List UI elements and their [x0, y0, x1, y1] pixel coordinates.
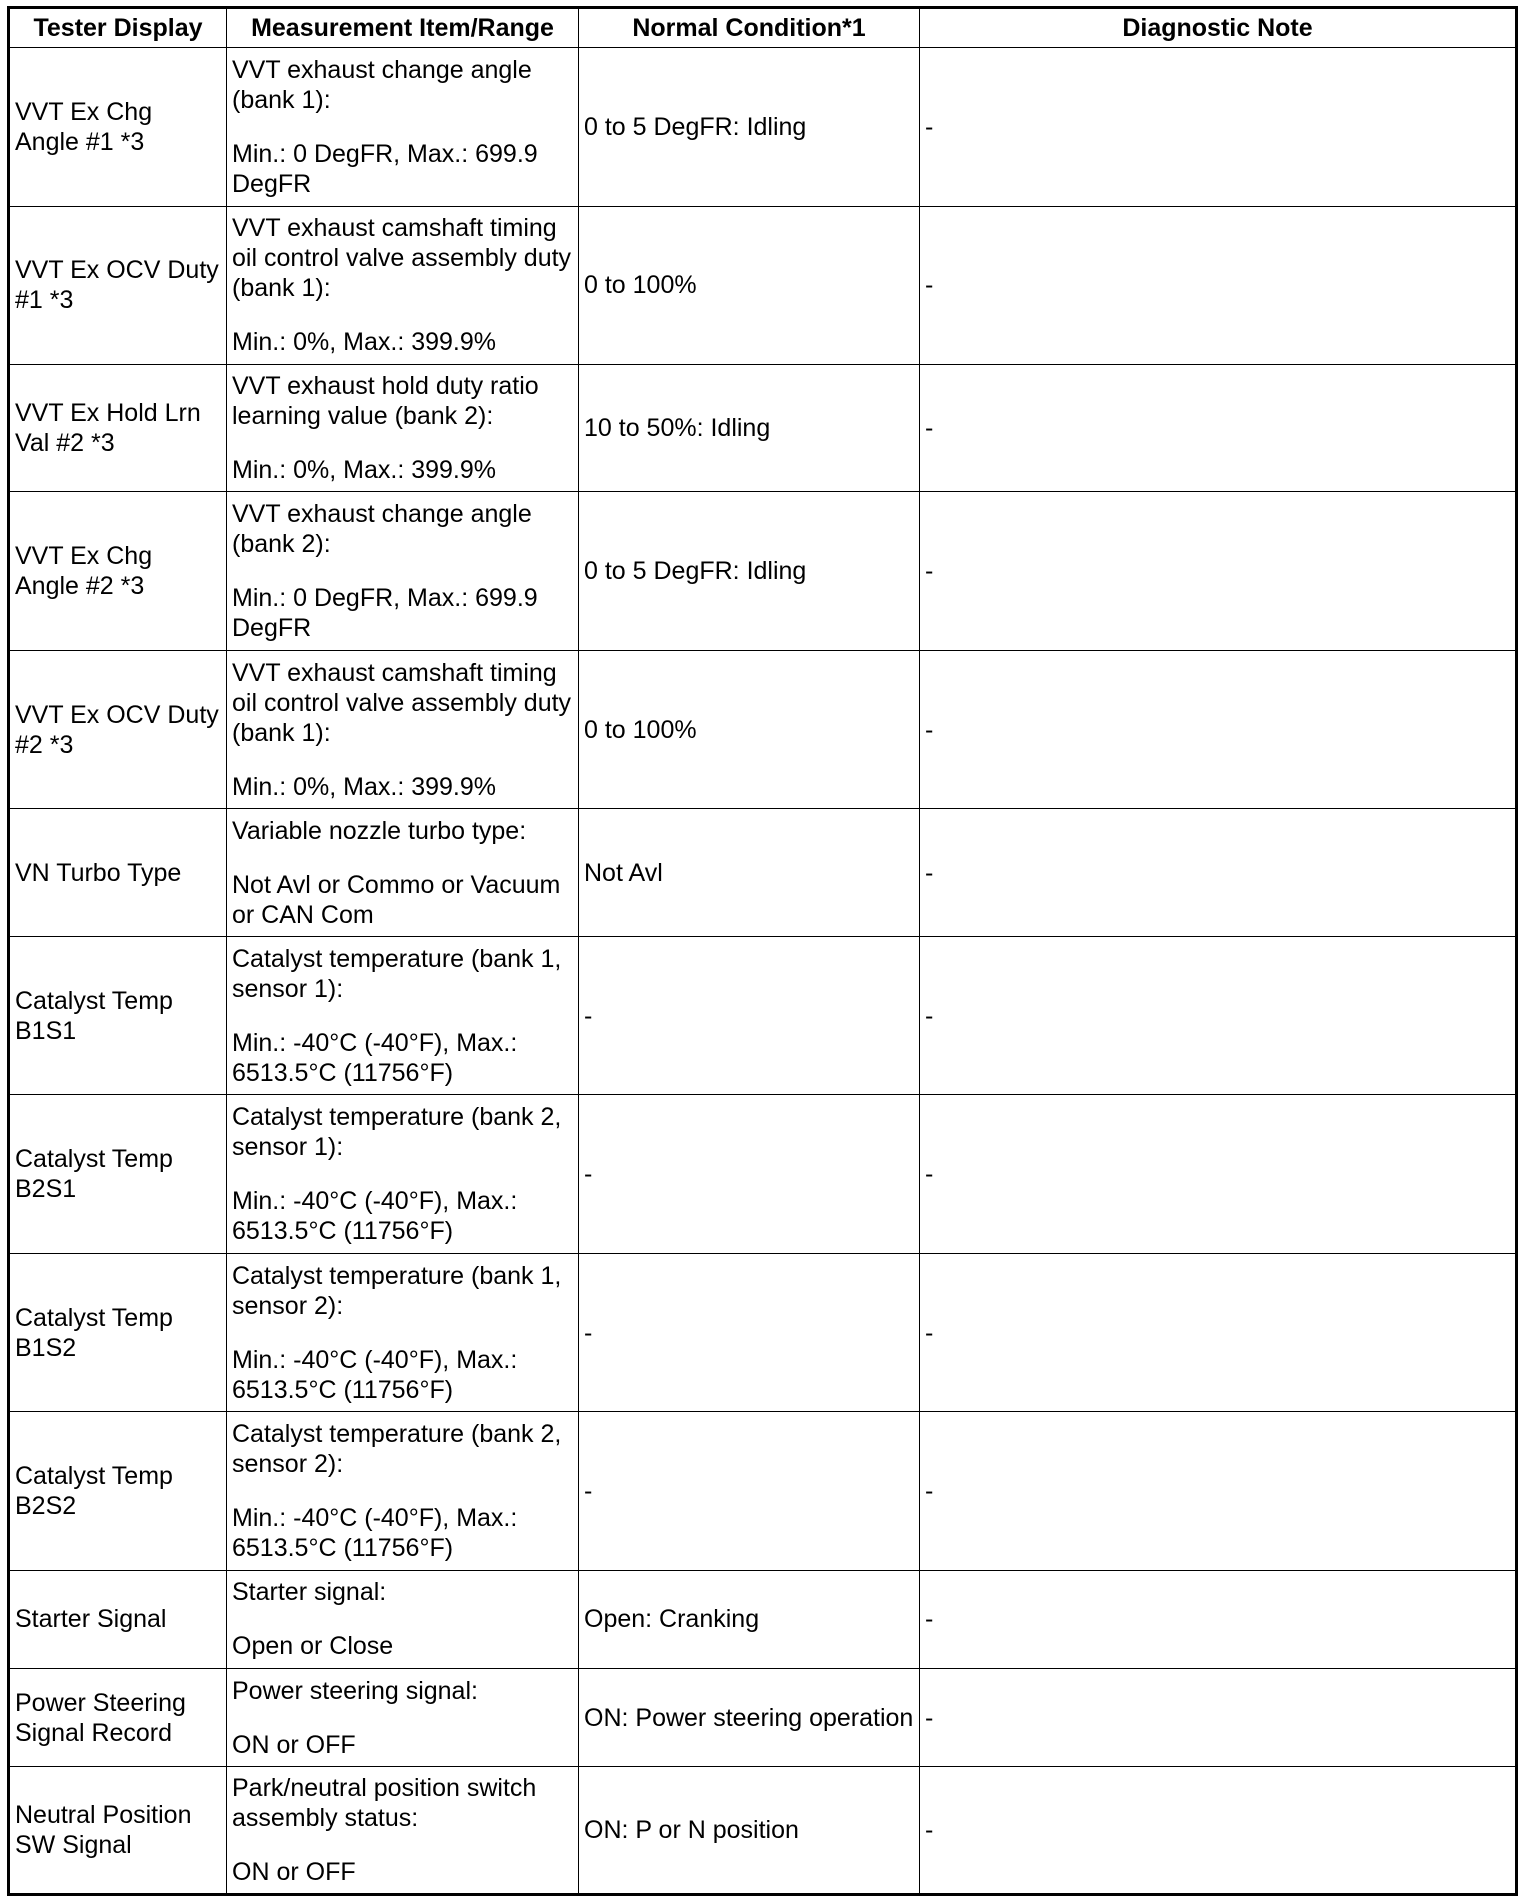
tester-display-cell: VN Turbo Type [9, 809, 227, 936]
measurement-cell [227, 1669, 579, 1767]
measurement-range: ON or OFF [232, 1858, 356, 1887]
tester-display-cell: Catalyst Temp B1S1 [9, 936, 227, 1095]
table-row [9, 1570, 1517, 1668]
measurement-spacer [232, 1321, 573, 1345]
header-row [9, 8, 1517, 48]
table-row [9, 206, 1517, 365]
table-row [9, 650, 1517, 809]
normal-condition-cell: 0 to 100% [579, 650, 920, 809]
measurement-spacer [232, 559, 573, 583]
diagnostic-note-cell: - [920, 1095, 1517, 1254]
diagnostic-note-cell: - [920, 206, 1517, 365]
tester-display-cell: VVT Ex Chg Angle #1 *3 [9, 48, 227, 207]
measurement-description: Catalyst temperature (bank 1, sensor 2): [232, 1261, 562, 1320]
measurement-description: Power steering signal: [232, 1676, 478, 1705]
data-list-table [7, 6, 1518, 1896]
measurement-description: Catalyst temperature (bank 2, sensor 2): [232, 1420, 562, 1479]
table-row [9, 1095, 1517, 1254]
measurement-cell [227, 936, 579, 1095]
normal-condition-cell: 0 to 5 DegFR: Idling [579, 492, 920, 651]
tester-display-cell: Catalyst Temp B2S1 [9, 1095, 227, 1254]
tester-display-cell: Starter Signal [9, 1570, 227, 1668]
normal-condition-cell: 0 to 100% [579, 206, 920, 365]
measurement-spacer [232, 748, 573, 772]
header-tester-display: Tester Display [9, 8, 227, 48]
measurement-description: VVT exhaust camshaft timing oil control valve assembly duty (bank 1): [232, 214, 572, 303]
normal-condition-cell: - [579, 1253, 920, 1412]
table-row [9, 1412, 1517, 1571]
measurement-range: Min.: 0%, Max.: 399.9% [232, 328, 497, 357]
measurement-range: Min.: -40°C (-40°F), Max.: 6513.5°C (11756°F) [232, 1028, 518, 1087]
measurement-cell [227, 809, 579, 936]
tester-display-cell: VVT Ex Hold Lrn Val #2 *3 [9, 365, 227, 492]
measurement-spacer [232, 1479, 573, 1503]
measurement-cell [227, 650, 579, 809]
measurement-description: Catalyst temperature (bank 1, sensor 1): [232, 944, 562, 1003]
measurement-spacer [232, 1833, 573, 1857]
measurement-description: Park/neutral position switch assembly status: [232, 1774, 537, 1833]
diagnostic-note-cell: - [920, 1253, 1517, 1412]
table-row [9, 809, 1517, 936]
measurement-spacer [232, 115, 573, 139]
normal-condition-cell: - [579, 936, 920, 1095]
measurement-range: Min.: 0%, Max.: 399.9% [232, 456, 497, 485]
measurement-cell [227, 365, 579, 492]
measurement-cell [227, 206, 579, 365]
measurement-range: ON or OFF [232, 1730, 356, 1759]
table-row [9, 1253, 1517, 1412]
tester-display-cell: Neutral Position SW Signal [9, 1767, 227, 1895]
table-row [9, 48, 1517, 207]
measurement-spacer [232, 1607, 573, 1631]
measurement-range: Min.: 0%, Max.: 399.9% [232, 772, 497, 801]
measurement-description: VVT exhaust change angle (bank 1): [232, 55, 532, 114]
diagnostic-note-cell: - [920, 1669, 1517, 1767]
measurement-range: Min.: -40°C (-40°F), Max.: 6513.5°C (11756°F) [232, 1345, 518, 1404]
normal-condition-cell: ON: Power steering operation [579, 1669, 920, 1767]
measurement-spacer [232, 431, 573, 455]
measurement-range: Min.: -40°C (-40°F), Max.: 6513.5°C (11756°F) [232, 1187, 518, 1246]
diagnostic-note-cell: - [920, 1570, 1517, 1668]
measurement-spacer [232, 1706, 573, 1730]
measurement-spacer [232, 1004, 573, 1028]
measurement-range: Min.: -40°C (-40°F), Max.: 6513.5°C (11756°F) [232, 1504, 518, 1563]
measurement-range: Min.: 0 DegFR, Max.: 699.9 DegFR [232, 139, 538, 198]
measurement-description: Variable nozzle turbo type: [232, 816, 527, 845]
measurement-range: Open or Close [232, 1632, 394, 1661]
diagnostic-note-cell: - [920, 1412, 1517, 1571]
diagnostic-note-cell: - [920, 48, 1517, 207]
normal-condition-cell: - [579, 1095, 920, 1254]
normal-condition-cell: Not Avl [579, 809, 920, 936]
normal-condition-cell: 0 to 5 DegFR: Idling [579, 48, 920, 207]
diagnostic-note-cell: - [920, 1767, 1517, 1895]
tester-display-cell: Catalyst Temp B2S2 [9, 1412, 227, 1571]
table-row [9, 1767, 1517, 1895]
normal-condition-cell: ON: P or N position [579, 1767, 920, 1895]
measurement-cell [227, 1767, 579, 1895]
normal-condition-cell: Open: Cranking [579, 1570, 920, 1668]
measurement-cell [227, 492, 579, 651]
measurement-description: Catalyst temperature (bank 2, sensor 1): [232, 1103, 562, 1162]
measurement-cell [227, 1412, 579, 1571]
measurement-spacer [232, 846, 573, 870]
diagnostic-note-cell: - [920, 809, 1517, 936]
header-normal-condition: Normal Condition*1 [579, 8, 920, 48]
diagnostic-note-cell: - [920, 650, 1517, 809]
diagnostic-data-sheet [7, 6, 1515, 1896]
diagnostic-note-cell: - [920, 492, 1517, 651]
measurement-description: Starter signal: [232, 1578, 387, 1607]
tester-display-cell: VVT Ex Chg Angle #2 *3 [9, 492, 227, 651]
measurement-cell [227, 48, 579, 207]
measurement-description: VVT exhaust camshaft timing oil control valve assembly duty (bank 1): [232, 658, 572, 747]
table-row [9, 492, 1517, 651]
tester-display-cell: VVT Ex OCV Duty #1 *3 [9, 206, 227, 365]
measurement-spacer [232, 1162, 573, 1186]
normal-condition-cell: - [579, 1412, 920, 1571]
diagnostic-note-cell: - [920, 936, 1517, 1095]
measurement-cell [227, 1570, 579, 1668]
header-diagnostic-note: Diagnostic Note [920, 8, 1517, 48]
measurement-range: Not Avl or Commo or Vacuum or CAN Com [232, 870, 561, 929]
tester-display-cell: Catalyst Temp B1S2 [9, 1253, 227, 1412]
measurement-description: VVT exhaust hold duty ratio learning value (bank 2): [232, 372, 539, 431]
tester-display-cell: Power Steering Signal Record [9, 1669, 227, 1767]
measurement-cell [227, 1253, 579, 1412]
table-row [9, 1669, 1517, 1767]
tester-display-cell: VVT Ex OCV Duty #2 *3 [9, 650, 227, 809]
table-row [9, 365, 1517, 492]
normal-condition-cell: 10 to 50%: Idling [579, 365, 920, 492]
table-row [9, 936, 1517, 1095]
measurement-description: VVT exhaust change angle (bank 2): [232, 500, 532, 559]
measurement-cell [227, 1095, 579, 1254]
measurement-range: Min.: 0 DegFR, Max.: 699.9 DegFR [232, 584, 538, 643]
diagnostic-note-cell: - [920, 365, 1517, 492]
header-measurement-item: Measurement Item/Range [227, 8, 579, 48]
measurement-spacer [232, 303, 573, 327]
